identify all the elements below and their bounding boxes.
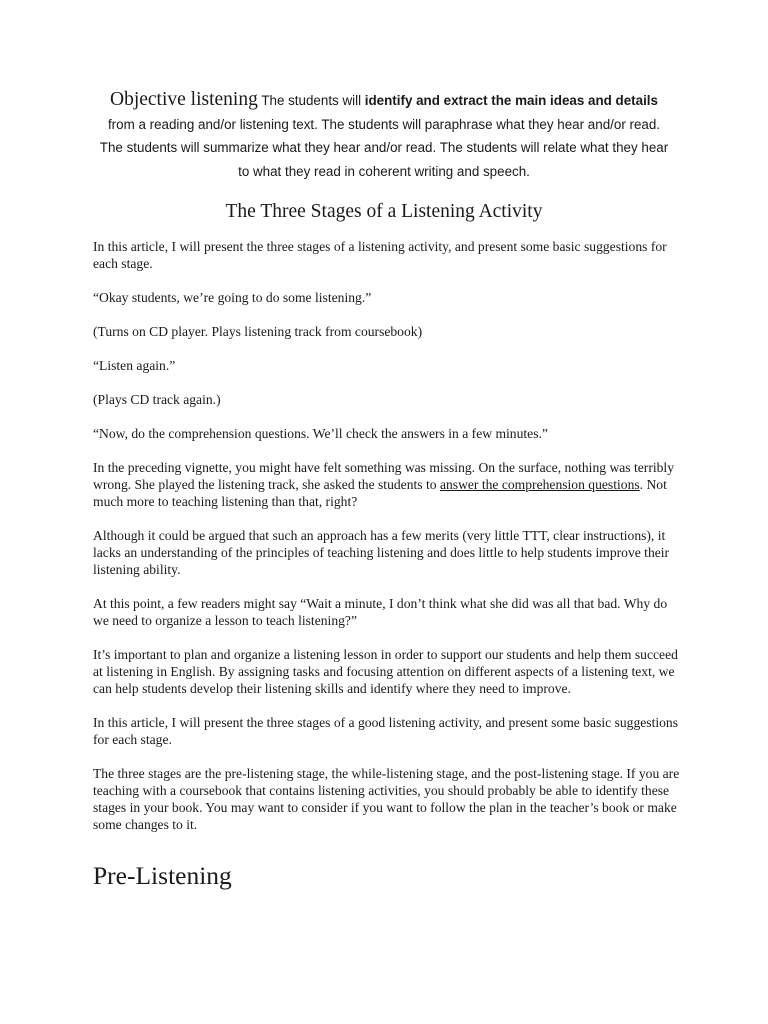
section-heading-pre-listening: Pre-Listening — [93, 861, 232, 890]
objective-block — [98, 88, 670, 183]
paragraph-vignette-start: In the preceding vignette, you might have felt something was missing. On the surface, nothing was terribly wrong. She played the listening track, she asked the students to — [93, 460, 675, 492]
paragraph-three-stages-intro: In this article, I will present the three stages of a good listening activity, and present some basic suggestions for each stage. — [93, 715, 679, 747]
paragraph-intro: In this article, I will present the three stages of a listening activity, and present some basic suggestions for each stage. — [93, 239, 667, 271]
objective-text-start: The students will — [257, 93, 365, 108]
paragraph-importance: It’s important to plan and organize a listening lesson in order to support our students and help them succeed at listening in English. By assigning tasks and focusing attention on different aspects of a listening text, we can help students develop their listening skills and identify where they need to improve. — [93, 647, 678, 696]
paragraph-quote-okay: “Okay students, we’re going to do some listening.” — [93, 290, 372, 305]
paragraph-vignette-end: . Not much more to teaching listening than that, right? — [93, 477, 667, 509]
paragraph-listen-again: “Listen again.” — [93, 358, 176, 373]
objective-heading: Objective listening — [110, 89, 258, 110]
comprehension-questions-link[interactable]: answer the comprehension questions — [439, 477, 640, 492]
paragraph-readers: At this point, a few readers might say “Wait a minute, I don’t think what she did was all that bad. Why do we need to organize a lesson to teach listening?” — [93, 596, 668, 628]
objective-bold-text: identify and extract the main ideas and details — [364, 93, 658, 108]
objective-text-end: from a reading and/or listening text. The students will paraphrase what they hear and/or read. The students will summarize what they hear and/or read. The students will relate what they hear to what they read in coherent writing and speech. — [99, 116, 669, 179]
paragraph-comprehension: “Now, do the comprehension questions. We’ll check the answers in a few minutes.” — [93, 426, 548, 441]
paragraph-three-stages: The three stages are the pre-listening stage, the while-listening stage, and the post-listening stage. If you are teaching with a coursebook that contains listening activities, you should probably be able to identify these stages in your book. You may want to consider if you want to follow the plan in the teacher’s book or make some changes to it. — [93, 766, 680, 832]
paragraph-cd-player: (Turns on CD player. Plays listening track from coursebook) — [93, 324, 423, 339]
page-title: The Three Stages of a Listening Activity — [225, 201, 543, 222]
paragraph-vignette — [93, 459, 685, 510]
paragraph-plays-again: (Plays CD track again.) — [93, 392, 221, 407]
article-body — [93, 238, 685, 850]
paragraph-merits: Although it could be argued that such an approach has a few merits (very little TTT, clear instructions), it lacks an understanding of the principles of teaching listening and does little to help students improve their listening ability. — [93, 528, 670, 577]
